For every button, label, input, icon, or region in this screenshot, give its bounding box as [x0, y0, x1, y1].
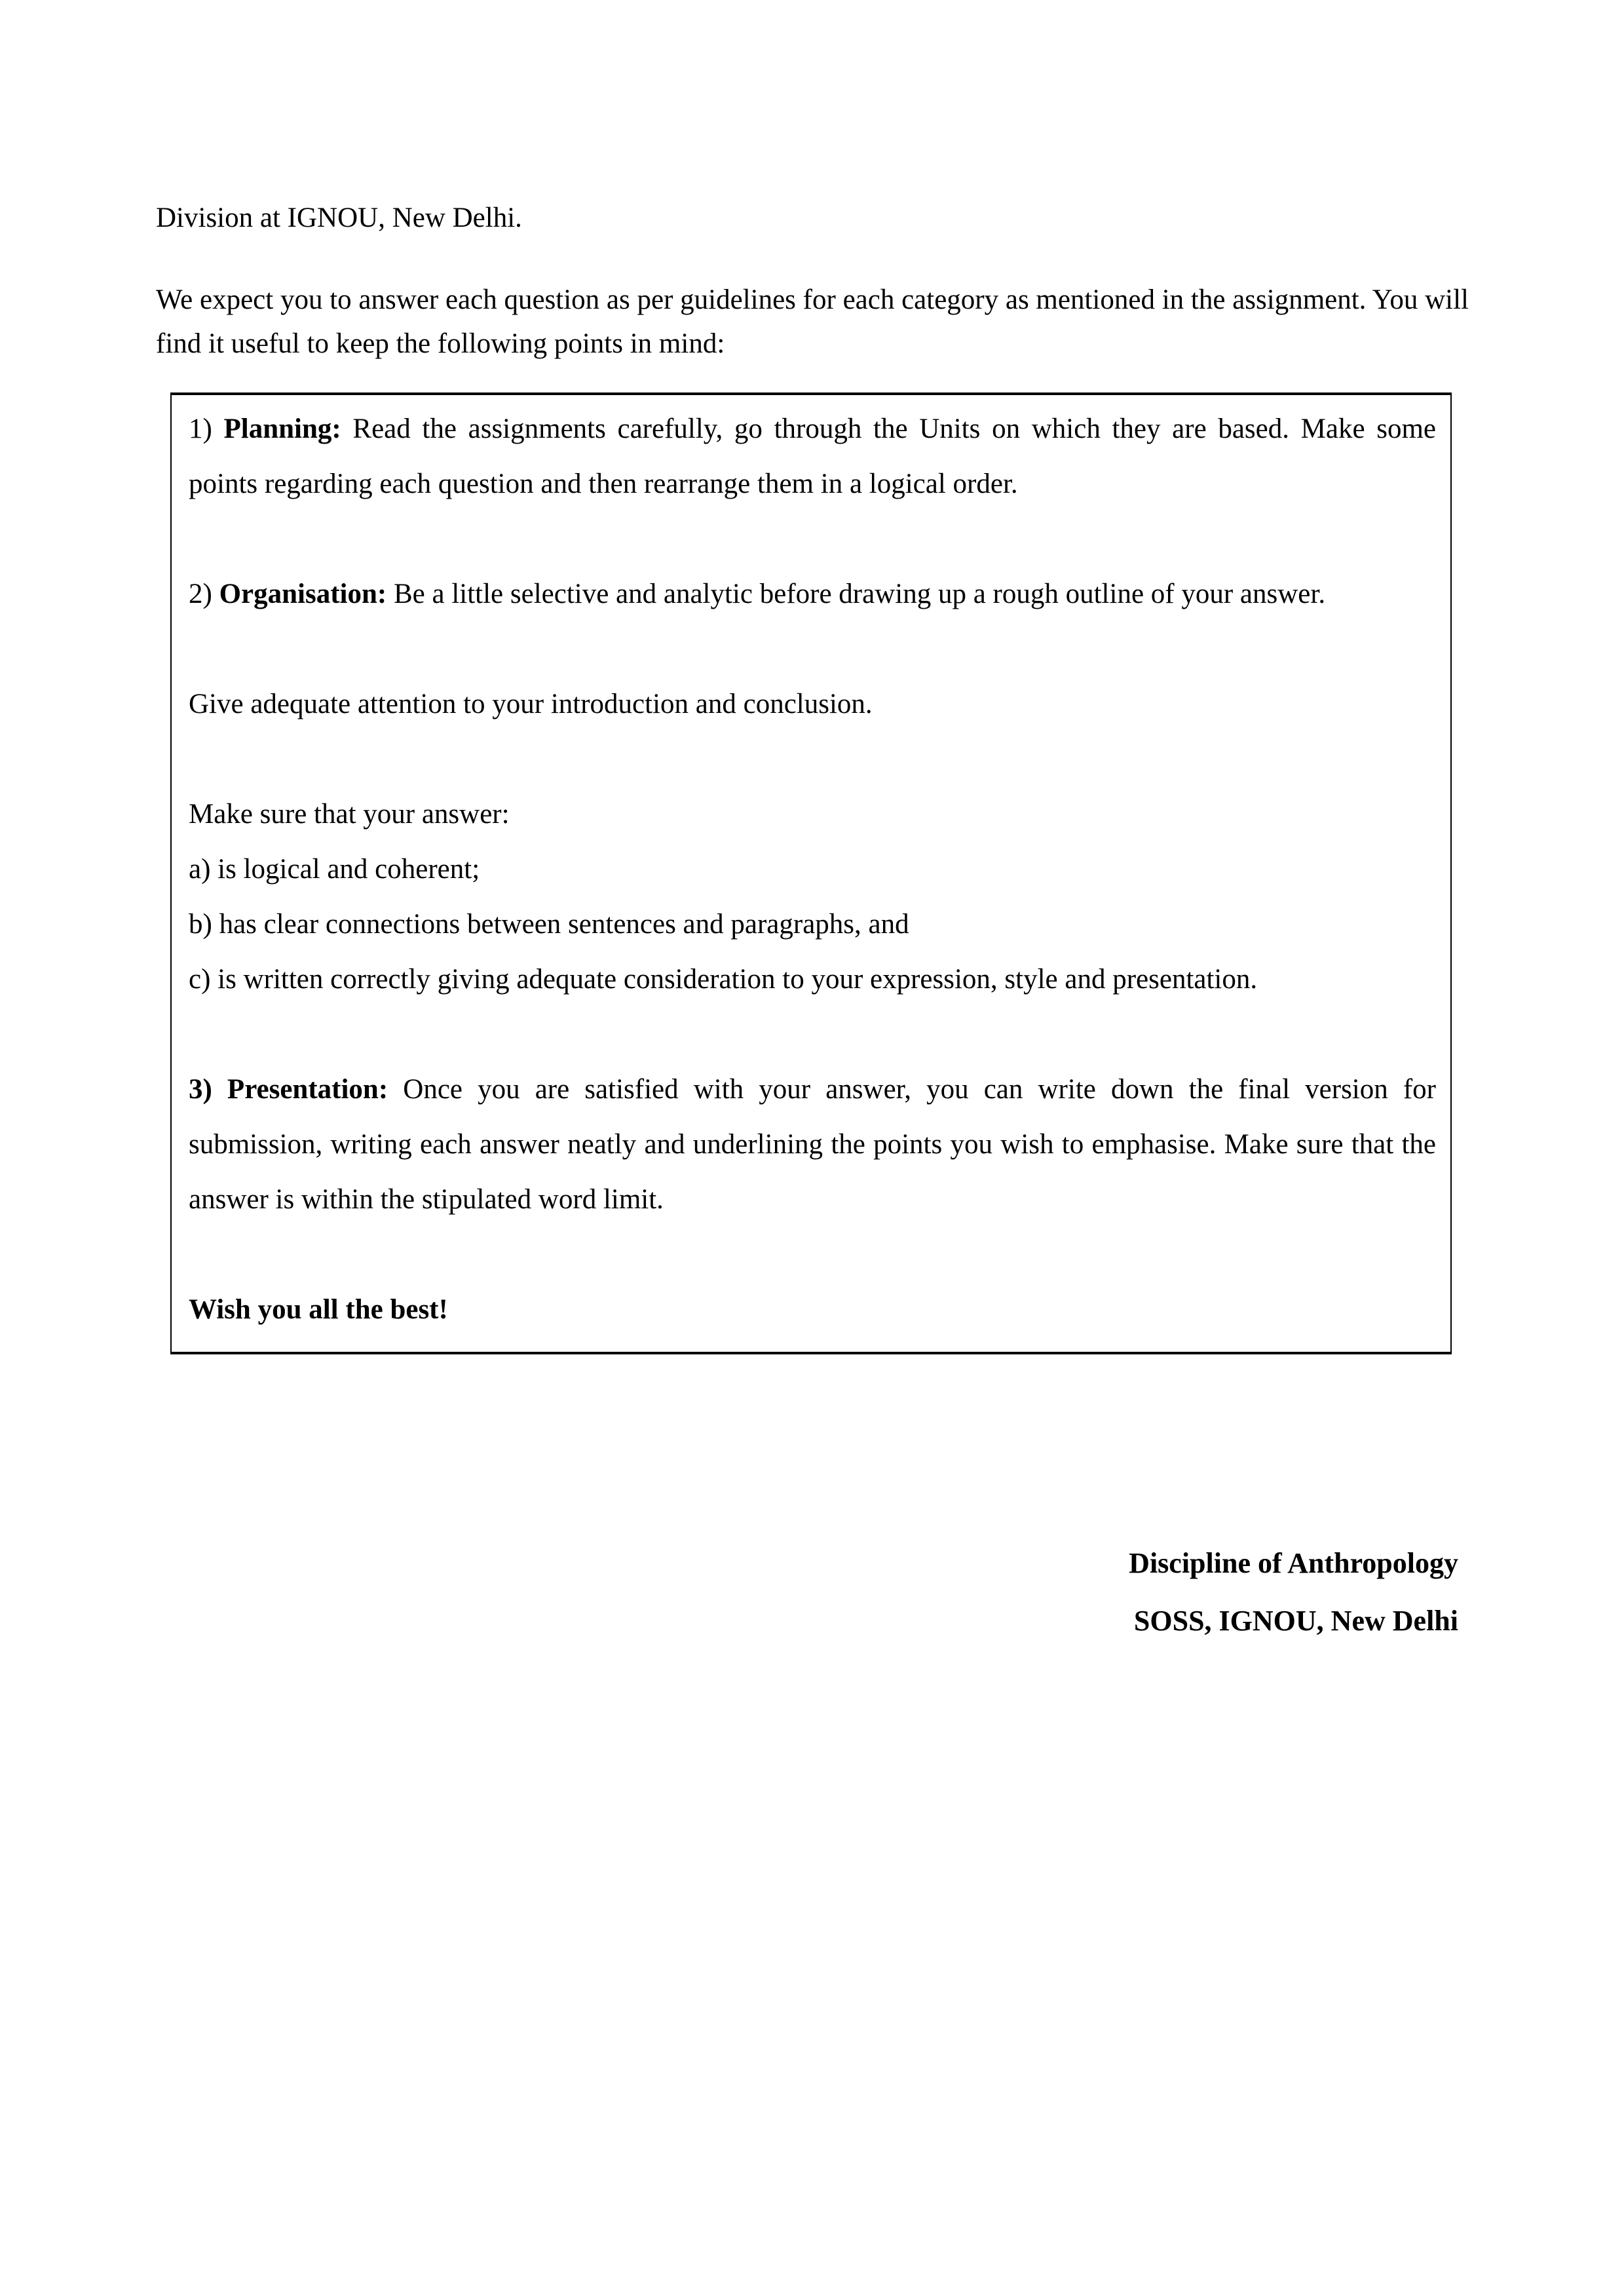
signoff-block [156, 1535, 1458, 1650]
presentation-item [189, 1062, 1436, 1227]
point-b: b) has clear connections between sentences and paragraphs, and [189, 909, 909, 940]
organisation-label: Organisation: [219, 579, 387, 609]
organisation-number: 2) [189, 579, 212, 609]
wish-line: Wish you all the best! [189, 1294, 448, 1325]
expectation-paragraph: We expect you to answer each question as per guidelines for each category as mentioned in the assignment. You will find it useful to keep the following points in mind: [156, 284, 1469, 359]
signoff-address: SOSS, IGNOU, New Delhi [1133, 1605, 1458, 1637]
give-attention-line: Give adequate attention to your introduction and conclusion. [189, 689, 873, 719]
planning-text: Read the assignments carefully, go through the Units on which they are based. Make some points regarding each question and then rearrange them in a logical order. [189, 413, 1436, 499]
signoff-discipline: Discipline of Anthropology [1129, 1547, 1458, 1579]
division-line: Division at IGNOU, New Delhi. [156, 202, 522, 233]
planning-number: 1) [189, 413, 212, 444]
guidelines-box [170, 392, 1452, 1354]
organisation-text: Be a little selective and analytic before drawing up a rough outline of your answer. [393, 579, 1326, 609]
planning-item [189, 402, 1436, 512]
planning-label: Planning: [223, 413, 341, 444]
presentation-label: 3) Presentation: [189, 1074, 388, 1105]
presentation-text: Once you are satisfied with your answer, you can write down the final version for submission, writing each answer neatly and underlining the points you wish to emphasise. Make sure that the answer is within the stipulated word limit. [189, 1074, 1436, 1215]
point-c: c) is written correctly giving adequate consideration to your expression, style and presentation. [189, 964, 1258, 995]
organisation-item [189, 567, 1436, 622]
make-sure-line: Make sure that your answer: [189, 799, 510, 830]
point-a: a) is logical and coherent; [189, 854, 480, 885]
